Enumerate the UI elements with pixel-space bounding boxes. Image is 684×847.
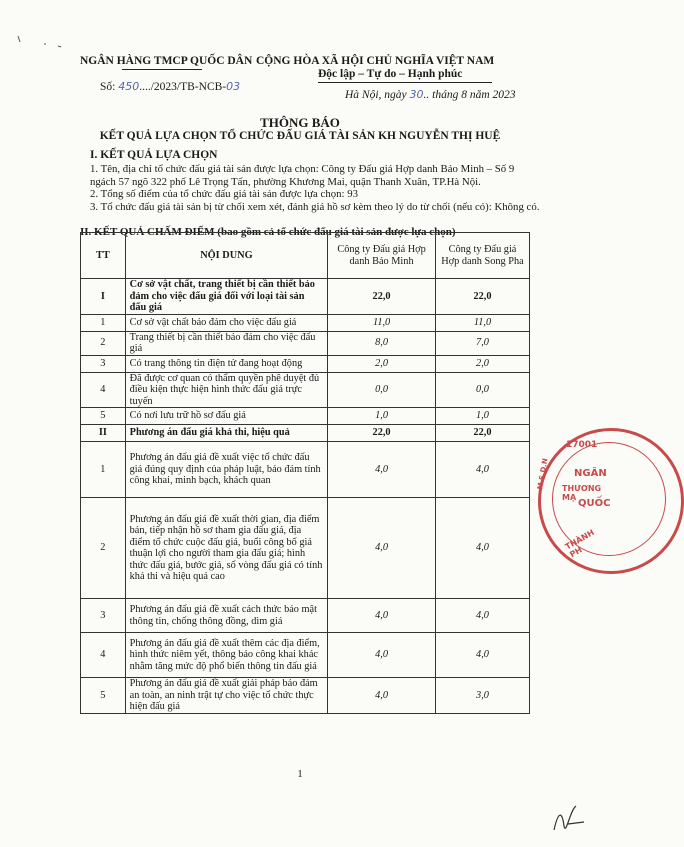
row-tt: 5 <box>81 408 126 425</box>
bank-name: NGÂN HÀNG TMCP QUỐC DÂN <box>80 55 253 67</box>
row-score-bao-minh: 22,0 <box>328 279 436 315</box>
row-tt: 3 <box>81 355 126 372</box>
table-row <box>81 314 530 331</box>
section1-heading: I. KẾT QUẢ LỰA CHỌN <box>90 149 218 161</box>
doc-no-handwritten-2: 03 <box>226 80 241 93</box>
row-tt: I <box>81 279 126 315</box>
table-row <box>81 442 530 498</box>
row-content: Có trang thông tin điện tử đang hoạt động <box>125 355 328 372</box>
stamp-line3: QUỐC <box>578 498 611 509</box>
row-score-bao-minh: 0,0 <box>328 372 436 408</box>
row-score-song-pha: 7,0 <box>435 331 529 355</box>
date-suffix: .. tháng 8 năm 2023 <box>423 89 516 101</box>
document-number <box>100 80 240 93</box>
row-tt: 5 <box>81 678 126 714</box>
row-content: Có nơi lưu trữ hồ sơ đấu giá <box>125 408 328 425</box>
table-row <box>81 425 530 442</box>
motto: Độc lập – Tự do – Hạnh phúc <box>318 68 463 80</box>
bank-underline <box>122 69 202 70</box>
row-score-song-pha: 0,0 <box>435 372 529 408</box>
row-content: Phương án đấu giá đề xuất việc tổ chức đấu giá đúng quy định của pháp luật, bảo đảm tính công khai, minh bạch, khách quan <box>125 442 328 498</box>
table-row <box>81 633 530 678</box>
row-score-bao-minh: 4,0 <box>328 498 436 599</box>
row-score-song-pha: 22,0 <box>435 425 529 442</box>
corner-mark <box>14 34 74 54</box>
doc-title: THÔNG BÁO <box>260 115 340 130</box>
issue-date <box>345 88 516 101</box>
col-bao-minh: Công ty Đấu giá Hợp danh Bảo Minh <box>328 233 436 279</box>
row-content: Đã được cơ quan có thẩm quyền phê duyệt đủ điều kiện thực hiện hình thức đấu giá trực tuyến <box>125 372 328 408</box>
row-content: Cơ sở vật chất bảo đảm cho việc đấu giá <box>125 314 328 331</box>
table-row <box>81 498 530 599</box>
row-content: Phương án đấu giá đề xuất cách thức bảo mật thông tin, chống thông đồng, dìm giá <box>125 599 328 633</box>
doc-subtitle: KẾT QUẢ LỰA CHỌN TỔ CHỨC ĐẤU GIÁ TÀI SẢN KH NGUYỄN THỊ HUỆ <box>99 130 501 142</box>
row-tt: 4 <box>81 372 126 408</box>
date-day-handwritten: 30 <box>409 88 424 101</box>
row-tt: 1 <box>81 442 126 498</box>
score-table <box>80 232 530 714</box>
row-score-song-pha: 22,0 <box>435 279 529 315</box>
row-score-bao-minh: 2,0 <box>328 355 436 372</box>
row-score-song-pha: 4,0 <box>435 633 529 678</box>
row-content: Phương án đấu giá khả thi, hiệu quả <box>125 425 328 442</box>
row-content: Phương án đấu giá đề xuất thêm các địa điểm, hình thức niêm yết, thông báo công khai khác nhằm tăng mức độ phổ biến thông tin đấu giá <box>125 633 328 678</box>
row-content: Cơ sở vật chất, trang thiết bị cần thiết bảo đảm cho việc đấu giá đối với loại tài sản đấu giá <box>125 279 328 315</box>
stamp-line2: THƯƠNG MẠ <box>562 484 602 502</box>
row-content: Phương án đấu giá đề xuất giải pháp bảo đảm an toàn, an ninh trật tự cho việc tổ chức thực hiện đấu giá <box>125 678 328 714</box>
table-row <box>81 372 530 408</box>
row-score-bao-minh: 8,0 <box>328 331 436 355</box>
section1-p3: 3. Tổ chức đấu giá tài sản bị từ chối xem xét, đánh giá hồ sơ kèm theo lý do từ chối (nếu có): Không có. <box>90 201 540 213</box>
section2-heading: II. KẾT QUẢ CHẤM ĐIỂM (bao gồm cả tổ chức đấu giá tài sản được lựa chọn) <box>80 226 456 238</box>
row-content: Trang thiết bị cần thiết bảo đảm cho việc đấu giá <box>125 331 328 355</box>
republic-header: CỘNG HÒA XÃ HỘI CHỦ NGHĨA VIỆT NAM <box>256 55 495 67</box>
doc-no-mid: ..../2023/TB-NCB- <box>139 81 227 93</box>
row-tt: 3 <box>81 599 126 633</box>
stamp-left: M.S.D.N <box>536 457 550 491</box>
stamp-line1: NGÂN <box>574 468 607 479</box>
page-number: 1 <box>297 768 303 780</box>
stamp-bottom: THÀNH PH <box>563 527 596 560</box>
row-score-song-pha: 11,0 <box>435 314 529 331</box>
row-tt: 2 <box>81 331 126 355</box>
col-tt: TT <box>81 233 126 279</box>
signature-initial <box>550 800 590 840</box>
row-score-song-pha: 4,0 <box>435 442 529 498</box>
section1-p2: 2. Tổng số điểm của tổ chức đấu giá tài sản được lựa chọn: 93 <box>90 188 359 200</box>
table-row <box>81 331 530 355</box>
col-song-pha: Công ty Đấu giá Hợp danh Song Pha <box>435 233 529 279</box>
row-tt: 4 <box>81 633 126 678</box>
motto-underline <box>318 82 492 83</box>
table-row <box>81 355 530 372</box>
col-content: NỘI DUNG <box>125 233 328 279</box>
row-tt: 2 <box>81 498 126 599</box>
doc-no-handwritten: 450 <box>118 80 140 93</box>
row-score-song-pha: 2,0 <box>435 355 529 372</box>
stamp-code: 17001 <box>566 440 598 450</box>
row-score-song-pha: 3,0 <box>435 678 529 714</box>
section1-p1: 1. Tên, địa chỉ tổ chức đấu giá tài sản được lựa chọn: Công ty Đấu giá Hợp danh Bảo Minh – Số 9 ngách 57 ngõ 322 phố Lê Trọng Tấn, phường Khương Mai, quận Thanh Xuân, TP.Hà Nội. <box>90 163 515 188</box>
table-row <box>81 408 530 425</box>
row-content: Phương án đấu giá đề xuất thời gian, địa điểm bán, tiếp nhận hồ sơ tham gia đấu giá, địa điểm tổ chức cuộc đấu giá, buổi công bố giá thuận lợi cho người tham gia đấu giá; hình thức đấu giá, bước giá, số vòng đấu giá có tính khả thi và hiệu quả cao <box>125 498 328 599</box>
row-score-bao-minh: 4,0 <box>328 633 436 678</box>
row-score-bao-minh: 1,0 <box>328 408 436 425</box>
doc-no-prefix: Số: <box>100 81 119 93</box>
row-tt: 1 <box>81 314 126 331</box>
row-score-song-pha: 1,0 <box>435 408 529 425</box>
row-tt: II <box>81 425 126 442</box>
table-row <box>81 678 530 714</box>
row-score-bao-minh: 22,0 <box>328 425 436 442</box>
table-row <box>81 279 530 315</box>
row-score-bao-minh: 11,0 <box>328 314 436 331</box>
row-score-bao-minh: 4,0 <box>328 678 436 714</box>
date-prefix: Hà Nội, ngày <box>345 89 410 101</box>
row-score-bao-minh: 4,0 <box>328 599 436 633</box>
row-score-song-pha: 4,0 <box>435 599 529 633</box>
row-score-song-pha: 4,0 <box>435 498 529 599</box>
table-row <box>81 599 530 633</box>
row-score-bao-minh: 4,0 <box>328 442 436 498</box>
